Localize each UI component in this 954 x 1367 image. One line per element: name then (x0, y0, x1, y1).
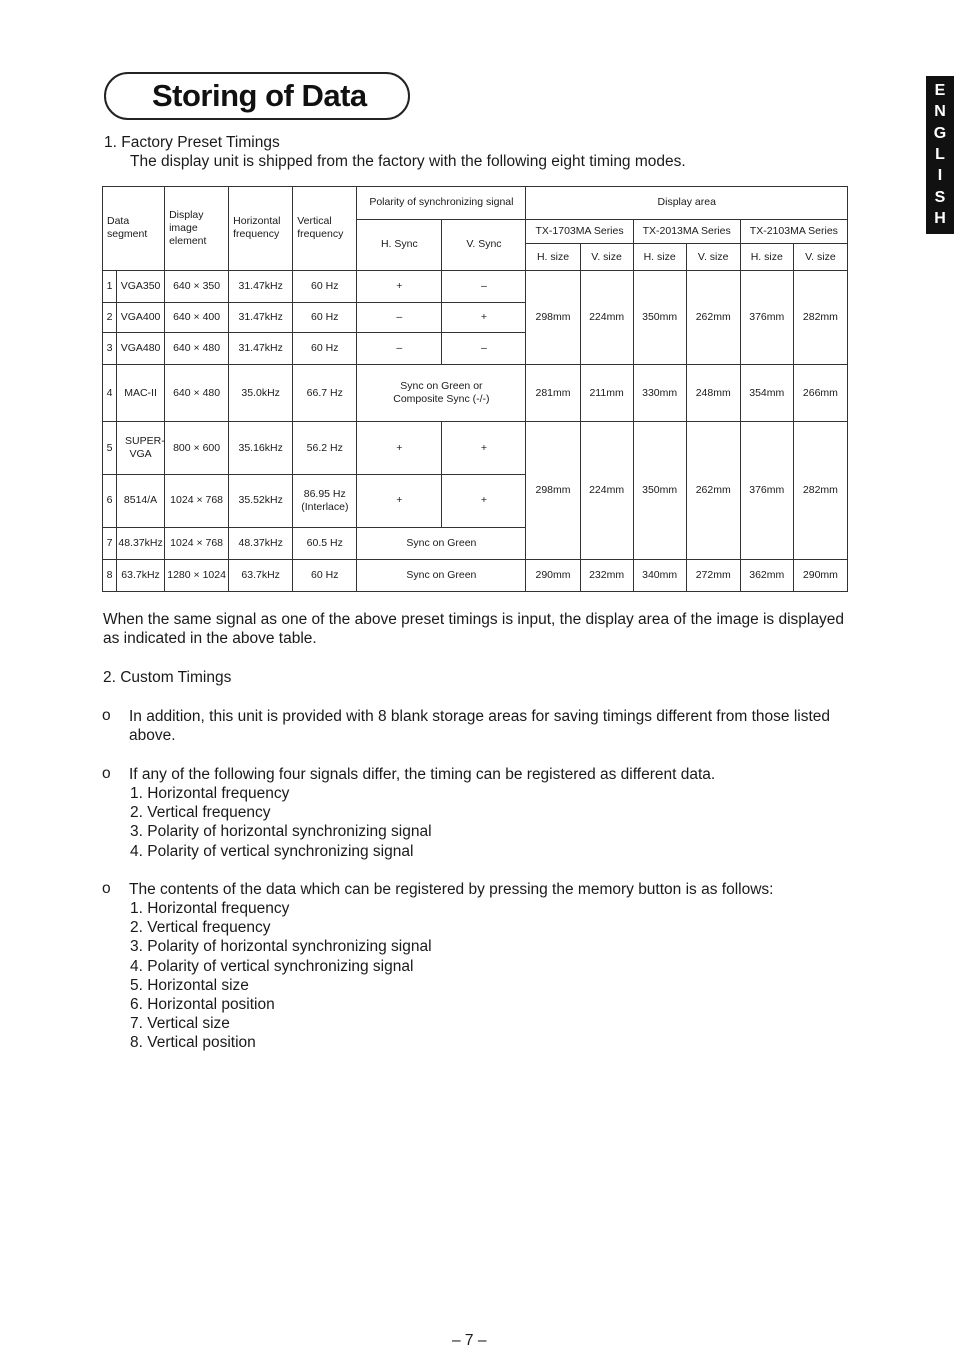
signal-list (130, 784, 432, 861)
row-number: 7 (103, 527, 117, 560)
v-frequency: 60 Hz (293, 333, 357, 365)
area-v-size: 266mm (793, 364, 847, 421)
v-frequency: 60.5 Hz (293, 527, 357, 560)
h-frequency: 31.47kHz (229, 270, 293, 302)
header-polarity: Polarity of synchronizing signal (357, 187, 526, 220)
h-sync-polarity: – (357, 302, 442, 333)
header-v-size: V. size (793, 244, 847, 271)
resolution: 640 × 480 (165, 333, 229, 365)
side-tab-letter: H (934, 210, 946, 228)
area-h-size: 298mm (526, 422, 580, 560)
header-h-size: H. size (740, 244, 793, 271)
h-frequency: 31.47kHz (229, 333, 293, 365)
v-frequency: 60 Hz (293, 560, 357, 592)
mode-name: 48.37kHz (117, 527, 165, 560)
v-sync-polarity: – (442, 333, 526, 365)
header-v-size: V. size (686, 244, 740, 271)
table-row (103, 364, 848, 421)
area-v-size: 282mm (793, 422, 847, 560)
v-frequency: 86.95 Hz (Interlace) (293, 475, 357, 527)
header-series: TX-2103MA Series (740, 219, 847, 244)
area-h-size: 340mm (633, 560, 686, 592)
row-number: 8 (103, 560, 117, 592)
area-v-size: 232mm (580, 560, 633, 592)
area-h-size: 290mm (526, 560, 580, 592)
header-series: TX-1703MA Series (526, 219, 633, 244)
row-number: 1 (103, 270, 117, 302)
table-row (103, 422, 848, 475)
mode-name: 63.7kHz (117, 560, 165, 592)
side-tab-letter: N (934, 103, 946, 121)
header-h-sync: H. Sync (357, 219, 442, 270)
bullet-text: The contents of the data which can be registered by pressing the memory button is as follows: (129, 881, 774, 898)
v-sync-polarity: + (442, 475, 526, 527)
list-item: 4. Polarity of vertical synchronizing signal (130, 842, 414, 860)
table-row (103, 270, 848, 302)
v-frequency: 60 Hz (293, 270, 357, 302)
h-frequency: 35.16kHz (229, 422, 293, 475)
mode-name: 8514/A (117, 475, 165, 527)
area-h-size: 376mm (740, 422, 793, 560)
sync-description: Sync on Green (357, 527, 526, 560)
v-sync-polarity: + (442, 302, 526, 333)
area-h-size: 281mm (526, 364, 580, 421)
header-data-segment: Data segment (103, 187, 165, 271)
row-number: 3 (103, 333, 117, 365)
mode-name: VGA480 (117, 333, 165, 365)
resolution: 1024 × 768 (165, 475, 229, 527)
row-number: 6 (103, 475, 117, 527)
h-frequency: 35.0kHz (229, 364, 293, 421)
list-item: 3. Polarity of horizontal synchronizing signal (130, 823, 432, 841)
h-frequency: 35.52kHz (229, 475, 293, 527)
section2-heading: 2. Custom Timings (103, 669, 232, 686)
v-frequency: 56.2 Hz (293, 422, 357, 475)
section1-heading: 1. Factory Preset Timings (104, 134, 280, 151)
mode-name: MAC-II (117, 364, 165, 421)
header-series: TX-2013MA Series (633, 219, 740, 244)
bullet-mark: o (102, 765, 111, 782)
area-v-size: 248mm (686, 364, 740, 421)
page-title: Storing of Data (152, 78, 367, 113)
resolution: 800 × 600 (165, 422, 229, 475)
row-number: 2 (103, 302, 117, 333)
list-item: 5. Horizontal size (130, 976, 249, 994)
resolution: 640 × 400 (165, 302, 229, 333)
area-v-size: 282mm (793, 270, 847, 364)
area-h-size: 298mm (526, 270, 580, 364)
header-h-size: H. size (633, 244, 686, 271)
area-v-size: 262mm (686, 270, 740, 364)
header-v-size: V. size (580, 244, 633, 271)
page-number: – 7 – (452, 1332, 487, 1349)
area-h-size: 350mm (633, 422, 686, 560)
list-item: 2. Vertical frequency (130, 804, 271, 822)
list-item: 6. Horizontal position (130, 996, 275, 1014)
area-v-size: 262mm (686, 422, 740, 560)
side-tab-letter: L (935, 145, 945, 163)
list-item: 8. Vertical position (130, 1034, 256, 1052)
resolution: 640 × 350 (165, 270, 229, 302)
area-v-size: 290mm (793, 560, 847, 592)
v-sync-polarity: + (442, 422, 526, 475)
side-tab-letter: E (934, 81, 946, 99)
area-v-size: 211mm (580, 364, 633, 421)
v-frequency: 66.7 Hz (293, 364, 357, 421)
h-sync-polarity: + (357, 270, 442, 302)
area-h-size: 354mm (740, 364, 793, 421)
list-item: 1. Horizontal frequency (130, 785, 290, 802)
list-item: 7. Vertical size (130, 1015, 230, 1033)
h-sync-polarity: + (357, 475, 442, 527)
v-sync-polarity: – (442, 270, 526, 302)
h-sync-polarity: + (357, 422, 442, 475)
header-horizontal-frequency: Horizontal frequency (229, 187, 293, 271)
header-h-size: H. size (526, 244, 580, 271)
registered-data-list (130, 899, 432, 1053)
side-tab-letter: G (933, 124, 947, 142)
list-item: 2. Vertical frequency (130, 919, 271, 937)
mode-name: SUPER-VGA (117, 422, 165, 475)
h-frequency: 63.7kHz (229, 560, 293, 592)
language-side-tab (926, 76, 954, 234)
h-frequency: 31.47kHz (229, 302, 293, 333)
area-v-size: 224mm (580, 270, 633, 364)
section1-intro: The display unit is shipped from the factory with the following eight timing modes. (130, 153, 686, 170)
area-v-size: 272mm (686, 560, 740, 592)
side-tab-letter: I (937, 167, 943, 185)
header-display-area: Display area (526, 187, 848, 220)
side-tab-letter: S (934, 188, 946, 206)
timing-table (102, 186, 848, 592)
list-item: 3. Polarity of horizontal synchronizing signal (130, 938, 432, 956)
sync-description: Sync on Green or Composite Sync (-/-) (357, 364, 526, 421)
resolution: 1280 × 1024 (165, 560, 229, 592)
bullet-text: If any of the following four signals differ, the timing can be registered as different data. (129, 766, 716, 783)
h-sync-polarity: – (357, 333, 442, 365)
area-v-size: 224mm (580, 422, 633, 560)
bullet-mark: o (102, 707, 111, 724)
header-display-image-element: Display image element (165, 187, 229, 271)
area-h-size: 350mm (633, 270, 686, 364)
area-h-size: 376mm (740, 270, 793, 364)
list-item: 1. Horizontal frequency (130, 900, 290, 917)
mode-name: VGA400 (117, 302, 165, 333)
sync-description: Sync on Green (357, 560, 526, 592)
bullet-text: In addition, this unit is provided with 8 blank storage areas for saving timings different from those listed above. (129, 708, 831, 744)
list-item: 4. Polarity of vertical synchronizing signal (130, 957, 414, 975)
header-vertical-frequency: Vertical frequency (293, 187, 357, 271)
v-frequency: 60 Hz (293, 302, 357, 333)
area-h-size: 362mm (740, 560, 793, 592)
table-row (103, 560, 848, 592)
resolution: 1024 × 768 (165, 527, 229, 560)
row-number: 4 (103, 364, 117, 421)
after-table-paragraph: When the same signal as one of the above preset timings is input, the display area of the image is displayed as indicated in the above table. (103, 611, 844, 647)
bullet-mark: o (102, 880, 111, 897)
area-h-size: 330mm (633, 364, 686, 421)
row-number: 5 (103, 422, 117, 475)
header-v-sync: V. Sync (442, 219, 526, 270)
h-frequency: 48.37kHz (229, 527, 293, 560)
resolution: 640 × 480 (165, 364, 229, 421)
mode-name: VGA350 (117, 270, 165, 302)
